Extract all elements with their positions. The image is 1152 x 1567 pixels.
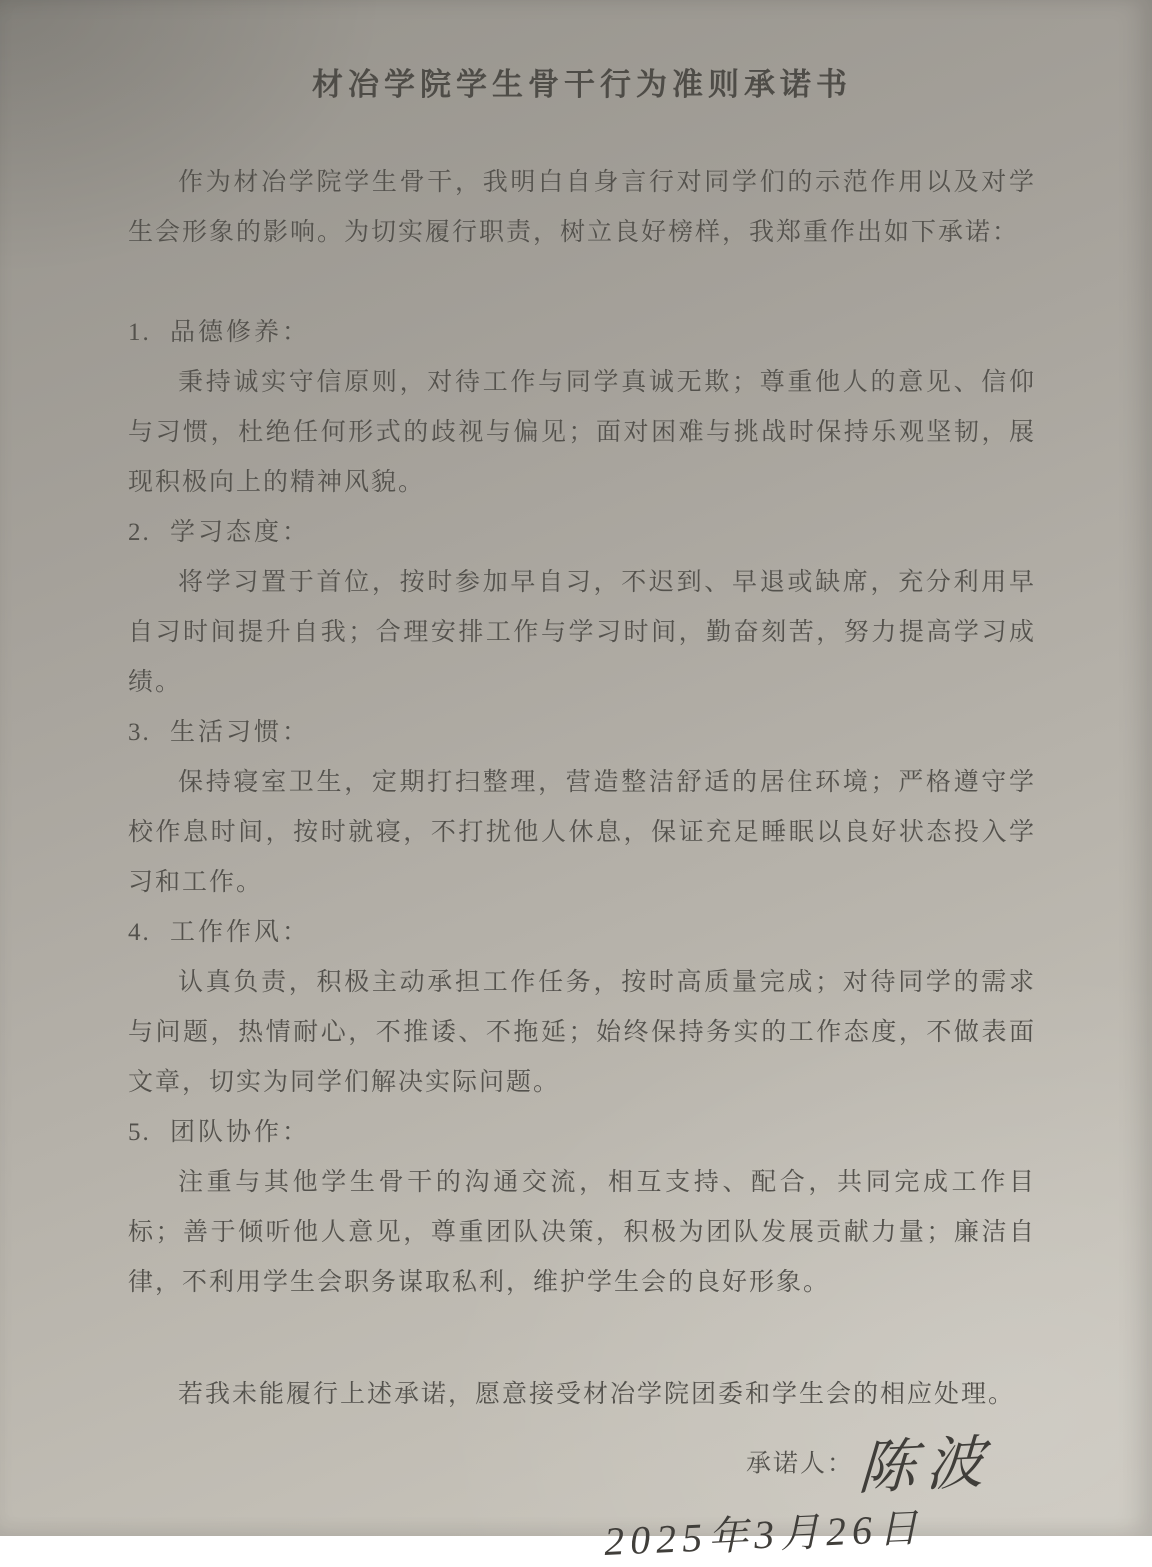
section-body: 秉持诚实守信原则，对待工作与同学真诚无欺；尊重他人的意见、信仰与习惯，杜绝任何形式的歧视与偏见；面对困难与挑战时保持乐观坚韧，展现积极向上的精神风貌。 — [128, 369, 1036, 496]
section-heading-row — [128, 508, 1036, 558]
section-heading-row — [128, 908, 1036, 958]
handwritten-signature: 陈波 — [856, 1429, 996, 1502]
section-heading-row — [128, 308, 1036, 358]
section-number: 2. — [128, 519, 151, 546]
section-number: 4. — [128, 919, 151, 946]
signature-label: 承诺人： — [745, 1450, 854, 1478]
signature-row — [128, 1429, 1036, 1502]
section-body: 认真负责，积极主动承担工作任务，按时高质量完成；对待同学的需求与问题，热情耐心，不推诿、不拖延；始终保持务实的工作态度，不做表面文章，切实为同学们解决实际问题。 — [128, 969, 1036, 1096]
section-heading: 工作作风： — [170, 919, 311, 946]
handwritten-date: 2025年3月26日 — [603, 1505, 925, 1564]
section-number: 5. — [128, 1119, 151, 1146]
section-body: 将学习置于首位，按时参加早自习，不迟到、早退或缺席，充分利用早自习时间提升自我；合理安排工作与学习时间，勤奋刻苦，努力提高学习成绩。 — [128, 569, 1036, 696]
section-heading: 团队协作： — [170, 1119, 311, 1146]
section-number: 1. — [128, 319, 151, 346]
section-number: 3. — [128, 719, 151, 746]
date-row — [128, 1505, 1036, 1566]
section-heading-row — [128, 1108, 1036, 1158]
section-heading-row — [128, 708, 1036, 758]
section-heading: 品德修养： — [170, 319, 311, 346]
section-heading: 生活习惯： — [170, 719, 311, 746]
commitment-letter-document — [128, 58, 1036, 1566]
closing-paragraph: 若我未能履行上述承诺，愿意接受材冶学院团委和学生会的相应处理。 — [178, 1381, 1016, 1408]
section-work-style — [128, 908, 1036, 1108]
section-body: 注重与其他学生骨干的沟通交流，相互支持、配合，共同完成工作目标；善于倾听他人意见，尊重团队决策，积极为团队发展贡献力量；廉洁自律，不利用学生会职务谋取私利，维护学生会的良好形象。 — [128, 1169, 1036, 1296]
section-body: 保持寝室卫生，定期打扫整理，营造整洁舒适的居住环境；严格遵守学校作息时间，按时就寝，不打扰他人休息，保证充足睡眠以良好状态投入学习和工作。 — [128, 769, 1036, 896]
section-heading: 学习态度： — [170, 519, 311, 546]
section-teamwork — [128, 1108, 1036, 1308]
section-study — [128, 508, 1036, 708]
section-living-habits — [128, 708, 1036, 908]
document-title: 材冶学院学生骨干行为准则承诺书 — [312, 67, 852, 102]
section-virtue — [128, 308, 1036, 508]
intro-paragraph: 作为材冶学院学生骨干，我明白自身言行对同学们的示范作用以及对学生会形象的影响。为切实履行职责，树立良好榜样，我郑重作出如下承诺： — [128, 169, 1036, 246]
